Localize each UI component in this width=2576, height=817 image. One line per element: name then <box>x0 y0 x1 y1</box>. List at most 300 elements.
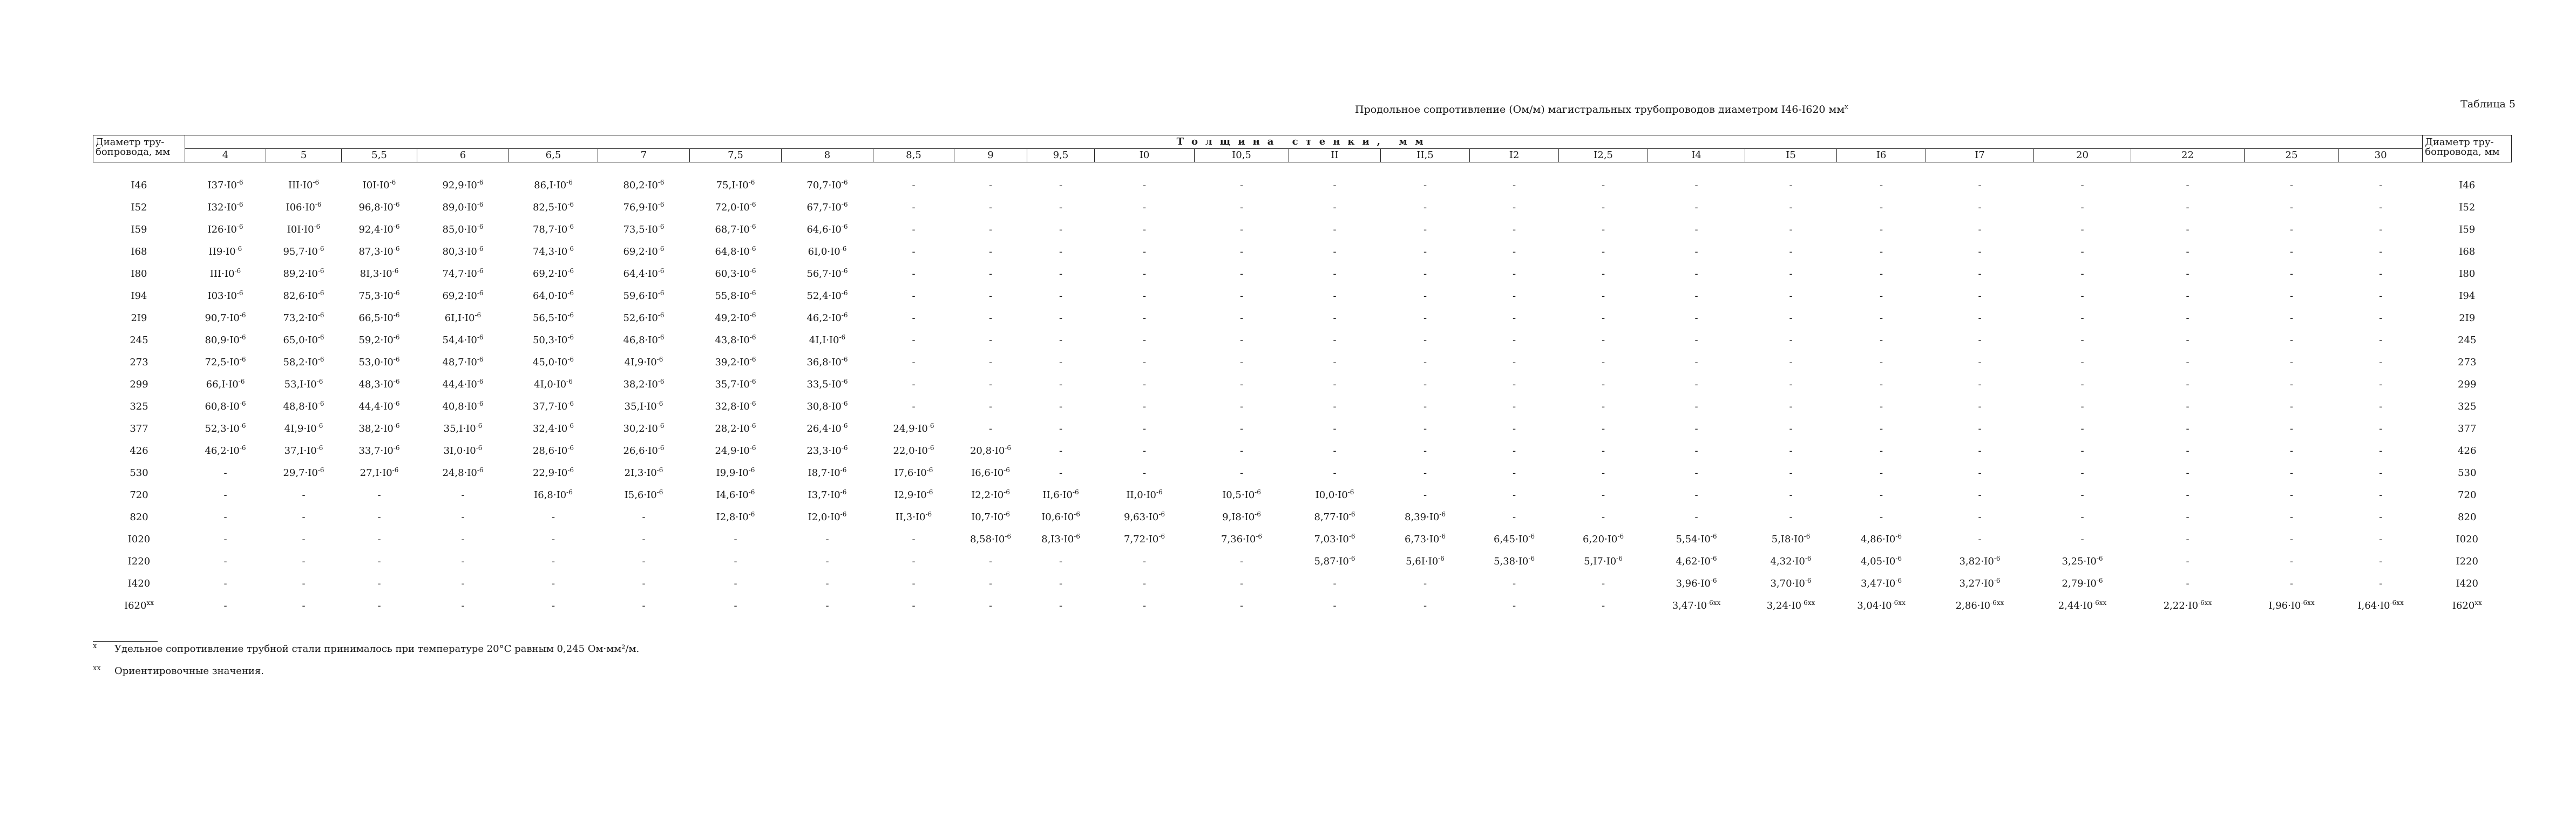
diameter-cell-right: I620$^{xx}$ <box>2452 599 2482 611</box>
resistance-cell: $72,5\cdot I0^{-6}$ <box>205 356 246 368</box>
diameter-cell-right: 299 <box>2458 379 2477 390</box>
resistance-cell: $43,8\cdot I0^{-6}$ <box>715 333 756 346</box>
resistance-cell: - <box>377 512 381 523</box>
resistance-cell: - <box>2080 335 2084 346</box>
resistance-cell: - <box>2289 423 2294 434</box>
resistance-cell: - <box>1512 578 1516 589</box>
resistance-cell: - <box>1059 467 1063 479</box>
resistance-cell: - <box>1142 556 1147 567</box>
table-row <box>93 595 2512 617</box>
resistance-cell: $44,4\cdot I0^{-6}$ <box>442 378 484 390</box>
diameter-cell-right: 273 <box>2458 357 2477 368</box>
resistance-cell: $46,8\cdot I0^{-6}$ <box>623 333 665 346</box>
resistance-cell: - <box>1239 401 1244 412</box>
resistance-cell: $II,6\cdot I0^{-6}$ <box>1042 488 1079 501</box>
diameter-cell-right: I94 <box>2459 290 2476 302</box>
diameter-cell-left: I80 <box>131 268 147 280</box>
resistance-cell: - <box>1059 180 1063 191</box>
diameter-cell-right: I46 <box>2459 180 2476 191</box>
resistance-cell: - <box>912 357 916 368</box>
resistance-cell: - <box>1978 423 1982 434</box>
resistance-cell: $72,0\cdot I0^{-6}$ <box>715 201 756 213</box>
thickness-header: I6 <box>1837 149 1926 162</box>
thickness-header: 5,5 <box>342 149 417 162</box>
resistance-cell: $52,6\cdot I0^{-6}$ <box>623 311 665 324</box>
diameter-cell-left: 377 <box>130 423 148 434</box>
resistance-cell: - <box>2186 268 2189 280</box>
resistance-cell: - <box>1423 578 1427 589</box>
resistance-cell: - <box>1601 379 1605 390</box>
resistance-cell: - <box>1512 335 1516 346</box>
resistance-cell: - <box>1239 335 1244 346</box>
resistance-cell: - <box>2080 180 2084 191</box>
resistance-cell: - <box>825 556 829 567</box>
resistance-cell: - <box>1239 290 1244 302</box>
resistance-cell: - <box>551 600 555 611</box>
resistance-cell: $4I,0\cdot I0^{-6}$ <box>534 378 573 390</box>
diameter-cell-right: I59 <box>2459 224 2476 235</box>
resistance-cell: - <box>2186 379 2189 390</box>
diameter-cell-right: 820 <box>2458 512 2477 523</box>
table-caption: Продольное сопротивление (Ом/м) магистральных трубопроводов диаметром I46-I620 $мм^x$ <box>1355 103 1848 115</box>
resistance-cell: $I9,9\cdot I0^{-6}$ <box>716 466 755 479</box>
resistance-cell: $45,0\cdot I0^{-6}$ <box>532 356 574 368</box>
resistance-cell: $I3,7\cdot I0^{-6}$ <box>808 488 847 501</box>
resistance-cell: $I7,6\cdot I0^{-6}$ <box>894 466 933 479</box>
resistance-cell: - <box>1142 335 1147 346</box>
thickness-header: I2 <box>1470 149 1559 162</box>
resistance-cell: - <box>1512 512 1516 523</box>
resistance-cell: - <box>1694 202 1698 213</box>
resistance-cell: $29,7\cdot I0^{-6}$ <box>283 466 324 479</box>
resistance-cell: - <box>2379 246 2383 257</box>
resistance-cell: $I2,8\cdot I0^{-6}$ <box>716 510 755 523</box>
resistance-cell: - <box>1239 467 1244 479</box>
resistance-cell: - <box>1601 467 1605 479</box>
resistance-cell: - <box>2080 379 2084 390</box>
resistance-cell: $35,I\cdot I0^{-6}$ <box>443 422 483 434</box>
resistance-cell: - <box>2379 379 2383 390</box>
diameter-cell-left: 820 <box>130 512 148 523</box>
diameter-cell-left: I59 <box>131 224 147 235</box>
resistance-cell: - <box>825 534 829 545</box>
diameter-cell-left: 720 <box>130 489 148 501</box>
resistance-cell: $I26\cdot I0^{-6}$ <box>207 223 243 235</box>
resistance-cell: - <box>2379 290 2383 302</box>
resistance-cell: $III\cdot I0^{-6}$ <box>288 179 320 191</box>
resistance-cell: - <box>1333 401 1337 412</box>
resistance-cell: $3I,0\cdot I0^{-6}$ <box>443 444 483 457</box>
resistance-cell: - <box>1059 401 1063 412</box>
resistance-cell: - <box>2289 268 2294 280</box>
diameter-cell-left: I52 <box>131 202 147 213</box>
resistance-cell: - <box>1333 578 1337 589</box>
resistance-cell: - <box>734 578 737 589</box>
resistance-cell: - <box>988 246 993 257</box>
resistance-cell: - <box>2186 467 2189 479</box>
resistance-cell: $I5,6\cdot I0^{-6}$ <box>624 488 663 501</box>
resistance-cell: $7,72\cdot I0^{-6}$ <box>1123 533 1165 545</box>
resistance-cell: - <box>2080 357 2084 368</box>
resistance-cell: - <box>2186 335 2189 346</box>
resistance-cell: $4I,9\cdot I0^{-6}$ <box>284 422 323 434</box>
resistance-cell: $38,2\cdot I0^{-6}$ <box>358 422 400 434</box>
resistance-cell: $II,3\cdot I0^{-6}$ <box>895 510 932 523</box>
resistance-cell: - <box>1978 180 1982 191</box>
resistance-cell: $3,25\cdot I0^{-6}$ <box>2062 555 2103 567</box>
resistance-cell: - <box>1601 290 1605 302</box>
resistance-cell: $30,2\cdot I0^{-6}$ <box>623 422 665 434</box>
resistance-cell: - <box>1694 268 1698 280</box>
resistance-cell: - <box>1789 202 1793 213</box>
resistance-cell: - <box>734 556 737 567</box>
resistance-cell: - <box>1601 600 1605 611</box>
resistance-cell: $60,8\cdot I0^{-6}$ <box>205 400 246 412</box>
diameter-cell-left: 426 <box>130 445 148 457</box>
resistance-cell: - <box>1059 268 1063 280</box>
resistance-cell: - <box>1978 534 1982 545</box>
resistance-cell: - <box>912 290 916 302</box>
resistance-cell: - <box>1333 445 1337 457</box>
resistance-cell: - <box>2379 268 2383 280</box>
resistance-cell: - <box>302 556 306 567</box>
resistance-cell: - <box>2186 423 2189 434</box>
resistance-cell: - <box>1059 357 1063 368</box>
resistance-cell: - <box>1978 202 1982 213</box>
resistance-cell: - <box>912 202 916 213</box>
resistance-cell: - <box>2080 512 2084 523</box>
resistance-cell: - <box>1789 246 1793 257</box>
resistance-cell: - <box>912 401 916 412</box>
resistance-cell: - <box>2289 534 2294 545</box>
resistance-cell: - <box>1978 489 1982 501</box>
resistance-cell: $6,45\cdot I0^{-6}$ <box>1493 533 1535 545</box>
resistance-cell: - <box>1059 312 1063 324</box>
resistance-cell: $55,8\cdot I0^{-6}$ <box>715 289 756 302</box>
resistance-cell: - <box>1694 312 1698 324</box>
resistance-cell: $95,7\cdot I0^{-6}$ <box>283 245 324 257</box>
resistance-cell: - <box>2289 401 2294 412</box>
resistance-cell: - <box>1142 401 1147 412</box>
resistance-cell: - <box>1142 467 1147 479</box>
resistance-cell: $86,I\cdot I0^{-6}$ <box>534 179 573 191</box>
resistance-cell: - <box>912 335 916 346</box>
resistance-cell: - <box>302 489 306 501</box>
resistance-cell: $26,6\cdot I0^{-6}$ <box>623 444 665 457</box>
resistance-cell: $6I,0\cdot I0^{-6}$ <box>808 245 847 257</box>
resistance-cell: - <box>988 401 993 412</box>
resistance-cell: $46,2\cdot I0^{-6}$ <box>205 444 246 457</box>
resistance-cell: $3,47\cdot I0^{-6xx}$ <box>1672 599 1721 611</box>
resistance-cell: - <box>988 202 993 213</box>
resistance-cell: $4,32\cdot I0^{-6}$ <box>1770 555 1812 567</box>
resistance-cell: - <box>223 556 227 567</box>
resistance-cell: - <box>2289 290 2294 302</box>
resistance-cell: - <box>1879 401 1883 412</box>
thickness-header: I4 <box>1648 149 1745 162</box>
resistance-cell: $64,4\cdot I0^{-6}$ <box>623 267 665 280</box>
resistance-cell: - <box>1239 312 1244 324</box>
resistance-cell: $66,5\cdot I0^{-6}$ <box>358 311 400 324</box>
resistance-cell: - <box>1239 180 1244 191</box>
resistance-cell: $32,4\cdot I0^{-6}$ <box>532 422 574 434</box>
resistance-cell: - <box>2379 335 2383 346</box>
resistance-cell: $7,36\cdot I0^{-6}$ <box>1221 533 1263 545</box>
resistance-cell: - <box>1879 246 1883 257</box>
thickness-header: 5 <box>266 149 342 162</box>
table-row <box>93 373 2512 396</box>
resistance-cell: - <box>2186 202 2189 213</box>
resistance-cell: - <box>1239 246 1244 257</box>
resistance-cell: $4I,I\cdot I0^{-6}$ <box>809 333 846 346</box>
resistance-cell: - <box>1142 290 1147 302</box>
resistance-cell: - <box>223 489 227 501</box>
resistance-cell: $8I,3\cdot I0^{-6}$ <box>360 267 399 280</box>
resistance-cell: - <box>2289 335 2294 346</box>
resistance-cell: - <box>1142 600 1147 611</box>
footnotes <box>93 637 1172 681</box>
diameter-cell-right: 325 <box>2458 401 2477 412</box>
resistance-cell: - <box>551 534 555 545</box>
table-row <box>93 396 2512 418</box>
resistance-cell: $66,I\cdot I0^{-6}$ <box>206 378 245 390</box>
resistance-cell: - <box>912 268 916 280</box>
resistance-cell: - <box>2289 556 2294 567</box>
resistance-cell: - <box>2080 401 2084 412</box>
resistance-cell: - <box>1059 600 1063 611</box>
resistance-cell: - <box>2379 556 2383 567</box>
resistance-cell: $III\cdot I0^{-6}$ <box>209 267 241 280</box>
footnote-2: xx Ориентировочные значения. <box>93 664 264 677</box>
resistance-cell: - <box>1423 401 1427 412</box>
table-row <box>93 351 2512 373</box>
resistance-cell: $78,7\cdot I0^{-6}$ <box>532 223 574 235</box>
resistance-cell: - <box>1333 268 1337 280</box>
resistance-cell: - <box>825 600 829 611</box>
resistance-cell: - <box>988 268 993 280</box>
resistance-cell: - <box>988 556 993 567</box>
resistance-cell: - <box>1512 357 1516 368</box>
resistance-cell: $92,9\cdot I0^{-6}$ <box>442 179 484 191</box>
resistance-cell: $2,22\cdot I0^{-6xx}$ <box>2163 599 2212 611</box>
resistance-cell: - <box>1512 445 1516 457</box>
resistance-cell: - <box>1601 445 1605 457</box>
table-row <box>93 162 2512 197</box>
resistance-cell: $58,2\cdot I0^{-6}$ <box>283 356 324 368</box>
resistance-cell: - <box>377 489 381 501</box>
resistance-cell: - <box>2186 512 2189 523</box>
table-row <box>93 285 2512 307</box>
thickness-header: 9 <box>954 149 1027 162</box>
resistance-cell: - <box>912 180 916 191</box>
resistance-cell: $3,70\cdot I0^{-6}$ <box>1770 577 1812 589</box>
resistance-cell: - <box>1512 268 1516 280</box>
resistance-cell: - <box>1694 401 1698 412</box>
resistance-cell: - <box>1978 379 1982 390</box>
resistance-cell: $I0,7\cdot I0^{-6}$ <box>971 510 1010 523</box>
resistance-cell: $3,27\cdot I0^{-6}$ <box>1959 577 2001 589</box>
resistance-cell: - <box>1978 268 1982 280</box>
resistance-cell: $3,82\cdot I0^{-6}$ <box>1959 555 2001 567</box>
table-row <box>93 329 2512 351</box>
resistance-cell: $49,2\cdot I0^{-6}$ <box>715 311 756 324</box>
resistance-cell: - <box>988 180 993 191</box>
table-row <box>93 506 2512 528</box>
resistance-cell: - <box>1423 246 1427 257</box>
thickness-header: 4 <box>185 149 266 162</box>
resistance-cell: - <box>1059 224 1063 235</box>
resistance-cell: - <box>461 600 465 611</box>
resistance-cell: - <box>1142 357 1147 368</box>
table-row <box>93 196 2512 219</box>
resistance-cell: - <box>1694 290 1698 302</box>
resistance-cell: - <box>1879 467 1883 479</box>
resistance-cell: $24,9\cdot I0^{-6}$ <box>715 444 756 457</box>
resistance-cell: - <box>1423 445 1427 457</box>
resistance-cell: - <box>1059 335 1063 346</box>
resistance-cell: - <box>1059 290 1063 302</box>
resistance-cell: $89,0\cdot I0^{-6}$ <box>442 201 484 213</box>
resistance-cell: - <box>1239 578 1244 589</box>
resistance-cell: - <box>1789 512 1793 523</box>
resistance-cell: - <box>1239 556 1244 567</box>
resistance-cell: - <box>1333 357 1337 368</box>
resistance-cell: - <box>1789 312 1793 324</box>
resistance-cell: - <box>1423 290 1427 302</box>
resistance-cell: - <box>1333 290 1337 302</box>
resistance-cell: - <box>377 600 381 611</box>
diameter-cell-right: 426 <box>2458 445 2477 457</box>
resistance-cell: - <box>1142 246 1147 257</box>
resistance-cell: - <box>988 578 993 589</box>
diameter-cell-right: 720 <box>2458 489 2477 501</box>
resistance-cell: - <box>1601 423 1605 434</box>
resistance-cell: $74,3\cdot I0^{-6}$ <box>532 245 574 257</box>
resistance-cell: $22,9\cdot I0^{-6}$ <box>532 466 574 479</box>
resistance-cell: - <box>1239 268 1244 280</box>
resistance-cell: - <box>1789 445 1793 457</box>
resistance-cell: - <box>825 578 829 589</box>
resistance-cell: - <box>2186 556 2189 567</box>
resistance-cell: - <box>1512 246 1516 257</box>
resistance-cell: $5,54\cdot I0^{-6}$ <box>1676 533 1717 545</box>
resistance-cell: - <box>1333 224 1337 235</box>
resistance-cell: - <box>1142 268 1147 280</box>
resistance-cell: - <box>1879 379 1883 390</box>
diameter-cell-right: I020 <box>2456 534 2478 545</box>
thickness-header: 7 <box>598 149 690 162</box>
resistance-cell: - <box>988 379 993 390</box>
resistance-cell: - <box>1601 578 1605 589</box>
resistance-cell: - <box>988 357 993 368</box>
resistance-cell: $8,77\cdot I0^{-6}$ <box>1314 510 1355 523</box>
resistance-cell: - <box>2379 489 2383 501</box>
resistance-cell: $26,4\cdot I0^{-6}$ <box>806 422 848 434</box>
resistance-cell: - <box>2080 202 2084 213</box>
resistance-cell: - <box>2289 379 2294 390</box>
resistance-cell: $56,7\cdot I0^{-6}$ <box>806 267 848 280</box>
resistance-cell: - <box>1789 268 1793 280</box>
resistance-cell: - <box>2080 290 2084 302</box>
resistance-cell: - <box>1512 312 1516 324</box>
thickness-header: I7 <box>1926 149 2034 162</box>
resistance-cell: - <box>2080 423 2084 434</box>
resistance-cell: - <box>2186 312 2189 324</box>
diameter-cell-left: 530 <box>130 467 148 479</box>
diameter-cell-left: 2I9 <box>131 312 147 324</box>
resistance-cell: $35,7\cdot I0^{-6}$ <box>715 378 756 390</box>
resistance-cell: - <box>912 600 916 611</box>
thickness-header: 9,5 <box>1027 149 1095 162</box>
resistance-cell: - <box>912 534 916 545</box>
resistance-cell: - <box>1601 489 1605 501</box>
resistance-cell: - <box>2186 401 2189 412</box>
resistance-cell: $23,3\cdot I0^{-6}$ <box>806 444 848 457</box>
thickness-header: 22 <box>2131 149 2245 162</box>
resistance-cell: - <box>2186 180 2189 191</box>
resistance-cell: - <box>2186 534 2189 545</box>
resistance-cell: $52,4\cdot I0^{-6}$ <box>806 289 848 302</box>
resistance-cell: $2,79\cdot I0^{-6}$ <box>2062 577 2103 589</box>
resistance-cell: - <box>302 578 306 589</box>
resistance-cell: - <box>551 578 555 589</box>
resistance-cell: $II9\cdot I0^{-6}$ <box>208 245 242 257</box>
resistance-cell: - <box>1978 512 1982 523</box>
resistance-cell: - <box>1333 379 1337 390</box>
resistance-cell: - <box>2289 512 2294 523</box>
resistance-cell: - <box>912 224 916 235</box>
resistance-cell: - <box>1333 180 1337 191</box>
resistance-cell: - <box>1601 202 1605 213</box>
resistance-table <box>93 135 2512 617</box>
resistance-cell: - <box>2186 246 2189 257</box>
resistance-cell: - <box>1879 312 1883 324</box>
thickness-header-row <box>93 149 2512 162</box>
resistance-cell: - <box>2080 312 2084 324</box>
resistance-cell: - <box>1978 401 1982 412</box>
resistance-cell: $48,8\cdot I0^{-6}$ <box>283 400 324 412</box>
resistance-cell: $39,2\cdot I0^{-6}$ <box>715 356 756 368</box>
diameter-cell-right: I420 <box>2456 578 2478 589</box>
resistance-cell: - <box>2379 357 2383 368</box>
resistance-cell: - <box>2289 578 2294 589</box>
resistance-cell: $87,3\cdot I0^{-6}$ <box>358 245 400 257</box>
resistance-cell: - <box>1978 445 1982 457</box>
resistance-cell: - <box>2080 467 2084 479</box>
resistance-cell: - <box>2186 357 2189 368</box>
diameter-cell-left: I94 <box>131 290 147 302</box>
resistance-cell: - <box>1694 180 1698 191</box>
thickness-header: II <box>1289 149 1381 162</box>
resistance-cell: - <box>1059 379 1063 390</box>
resistance-cell: - <box>988 224 993 235</box>
resistance-cell: - <box>642 556 646 567</box>
resistance-cell: $32,8\cdot I0^{-6}$ <box>715 400 756 412</box>
diameter-cell-left: I420 <box>127 578 151 589</box>
resistance-cell: - <box>1789 180 1793 191</box>
resistance-cell: - <box>642 534 646 545</box>
resistance-cell: $74,7\cdot I0^{-6}$ <box>442 267 484 280</box>
diameter-cell-left: 245 <box>130 335 148 346</box>
resistance-cell: - <box>988 423 993 434</box>
diameter-cell-left: I68 <box>131 246 147 257</box>
resistance-cell: $4,62\cdot I0^{-6}$ <box>1676 555 1717 567</box>
resistance-cell: $I0I\cdot I0^{-6}$ <box>287 223 321 235</box>
resistance-cell: - <box>377 578 381 589</box>
resistance-cell: $3,96\cdot I0^{-6}$ <box>1676 577 1717 589</box>
resistance-cell: - <box>1059 246 1063 257</box>
resistance-cell: - <box>1512 224 1516 235</box>
